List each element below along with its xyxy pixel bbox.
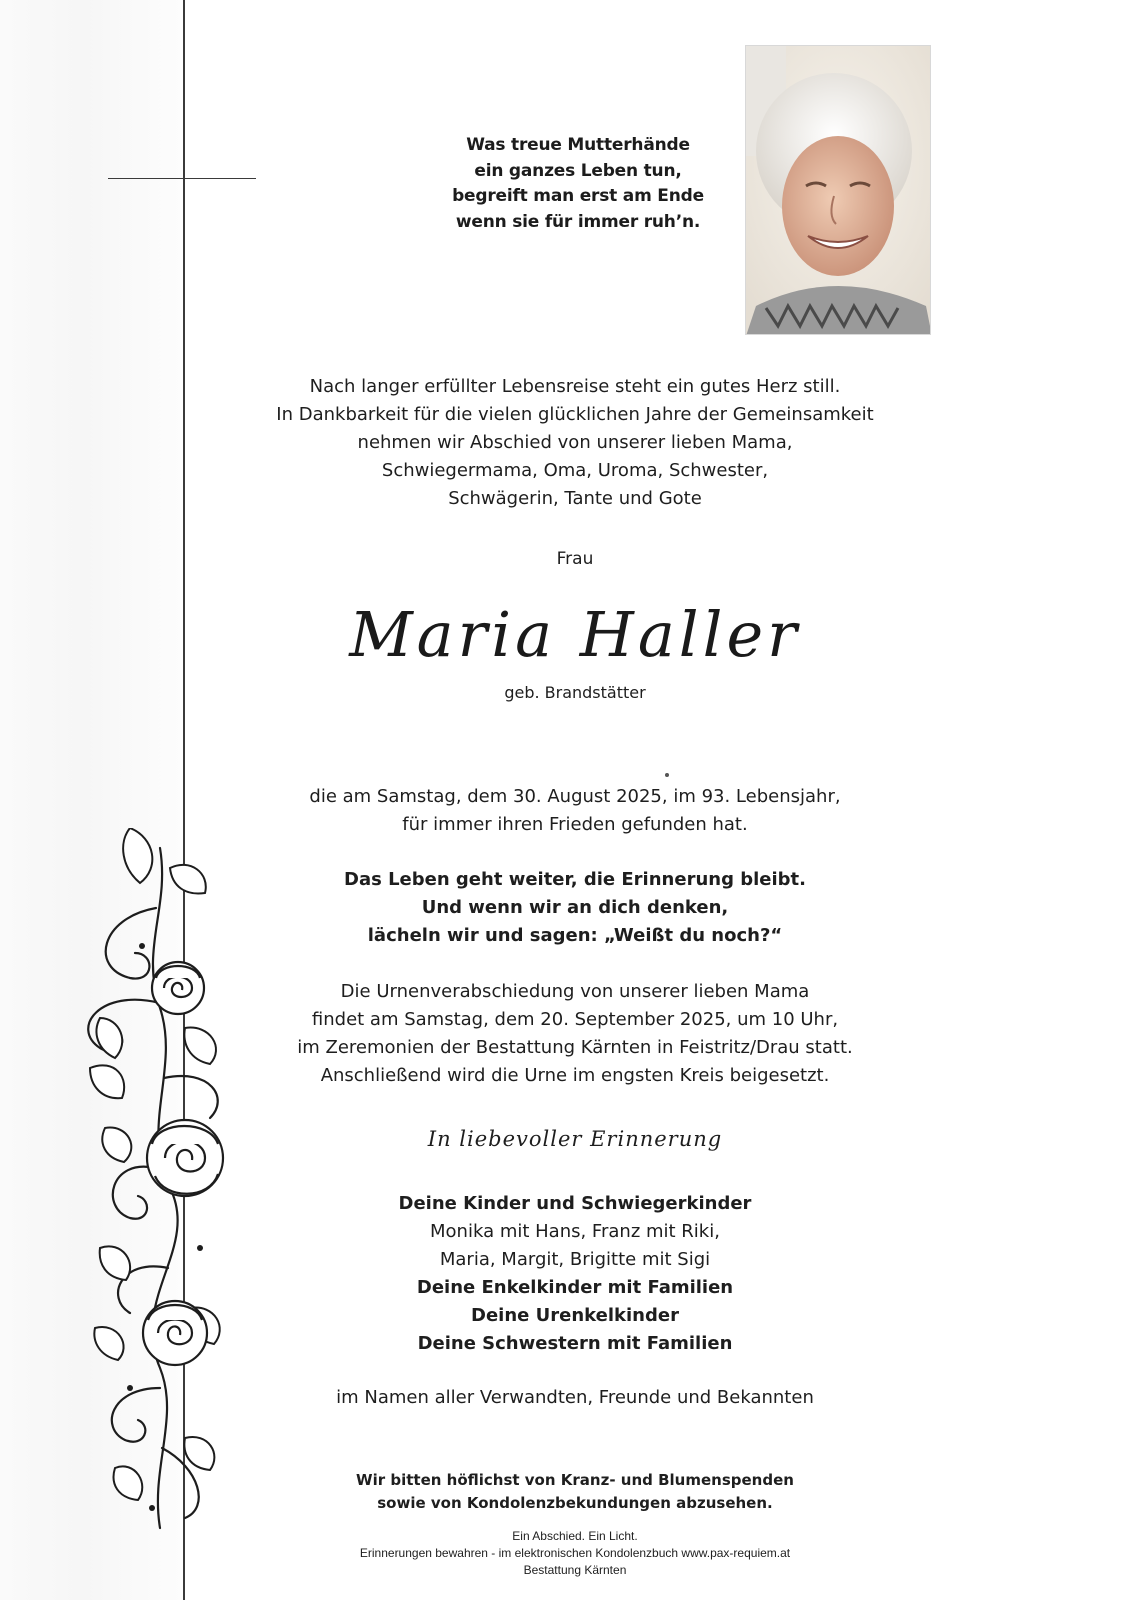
ceremony-info xyxy=(240,978,910,1090)
footer xyxy=(240,1528,910,1579)
footer-line: Erinnerungen bewahren - im elektronischen Kondolenzbuch www.pax-requiem.at xyxy=(359,1546,791,1560)
request-line: sowie von Kondolenzbekundungen abzusehen. xyxy=(377,1494,773,1512)
rose-vine-ornament xyxy=(60,828,250,1533)
ceremony-line: Anschließend wird die Urne im engsten Kreis beigesetzt. xyxy=(320,1065,830,1086)
family-list xyxy=(240,1190,910,1358)
memory-heading: In liebevoller Erinnerung xyxy=(427,1127,723,1151)
grandchildren-line: Deine Enkelkinder mit Familien xyxy=(416,1277,734,1298)
portrait-photo xyxy=(745,45,931,335)
intro-line: Schwiegermama, Oma, Uroma, Schwester, xyxy=(381,460,769,481)
sisters-line: Deine Schwestern mit Familien xyxy=(417,1333,733,1354)
quote-line: begreift man erst am Ende xyxy=(452,186,704,206)
ceremony-line: im Zeremonien der Bestattung Kärnten in Feistritz/Drau statt. xyxy=(297,1037,853,1058)
cross-horizontal-line xyxy=(108,178,256,179)
opening-quote xyxy=(428,133,728,235)
motto-line: Das Leben geht weiter, die Erinnerung bleibt. xyxy=(344,869,806,890)
intro-line: In Dankbarkeit für die vielen glücklichen Jahre der Gemeinsamkeit xyxy=(276,404,874,425)
donation-request xyxy=(240,1469,910,1515)
children-line: Maria, Margit, Brigitte mit Sigi xyxy=(439,1249,711,1270)
death-line: die am Samstag, dem 30. August 2025, im 93. Lebensjahr, xyxy=(309,786,841,807)
quote-line: wenn sie für immer ruh’n. xyxy=(455,211,701,232)
quote-line: Was treue Mutterhände xyxy=(466,135,690,155)
request-line: Wir bitten höflichst von Kranz- und Blumenspenden xyxy=(356,1471,794,1489)
intro-text xyxy=(240,373,910,513)
salutation: Frau xyxy=(556,549,594,569)
intro-line: Schwägerin, Tante und Gote xyxy=(448,488,702,509)
death-line: für immer ihren Frieden gefunden hat. xyxy=(402,814,748,835)
motto xyxy=(240,866,910,950)
speck-mark xyxy=(665,773,669,777)
great-grandchildren-line: Deine Urenkelkinder xyxy=(471,1305,679,1326)
motto-line: lächeln wir und sagen: „Weißt du noch?“ xyxy=(367,925,783,946)
quote-line: ein ganzes Leben tun, xyxy=(474,160,682,181)
birth-name: geb. Brandstätter xyxy=(504,683,646,702)
footer-line: Ein Abschied. Ein Licht. xyxy=(512,1529,638,1543)
children-heading: Deine Kinder und Schwiegerkinder xyxy=(398,1193,752,1214)
footer-line: Bestattung Kärnten xyxy=(523,1563,627,1577)
children-line: Monika mit Hans, Franz mit Riki, xyxy=(430,1221,720,1242)
relatives-line: im Namen aller Verwandten, Freunde und Bekannten xyxy=(336,1387,814,1408)
intro-line: nehmen wir Abschied von unserer lieben Mama, xyxy=(357,432,793,453)
ceremony-line: Die Urnenverabschiedung von unserer lieben Mama xyxy=(340,981,810,1002)
motto-line: Und wenn wir an dich denken, xyxy=(421,897,729,918)
death-notice xyxy=(240,783,910,839)
intro-line: Nach langer erfüllter Lebensreise steht ein gutes Herz still. xyxy=(309,376,841,397)
ceremony-line: findet am Samstag, dem 20. September 2025, um 10 Uhr, xyxy=(311,1009,839,1030)
deceased-name: Maria Haller xyxy=(349,598,801,671)
